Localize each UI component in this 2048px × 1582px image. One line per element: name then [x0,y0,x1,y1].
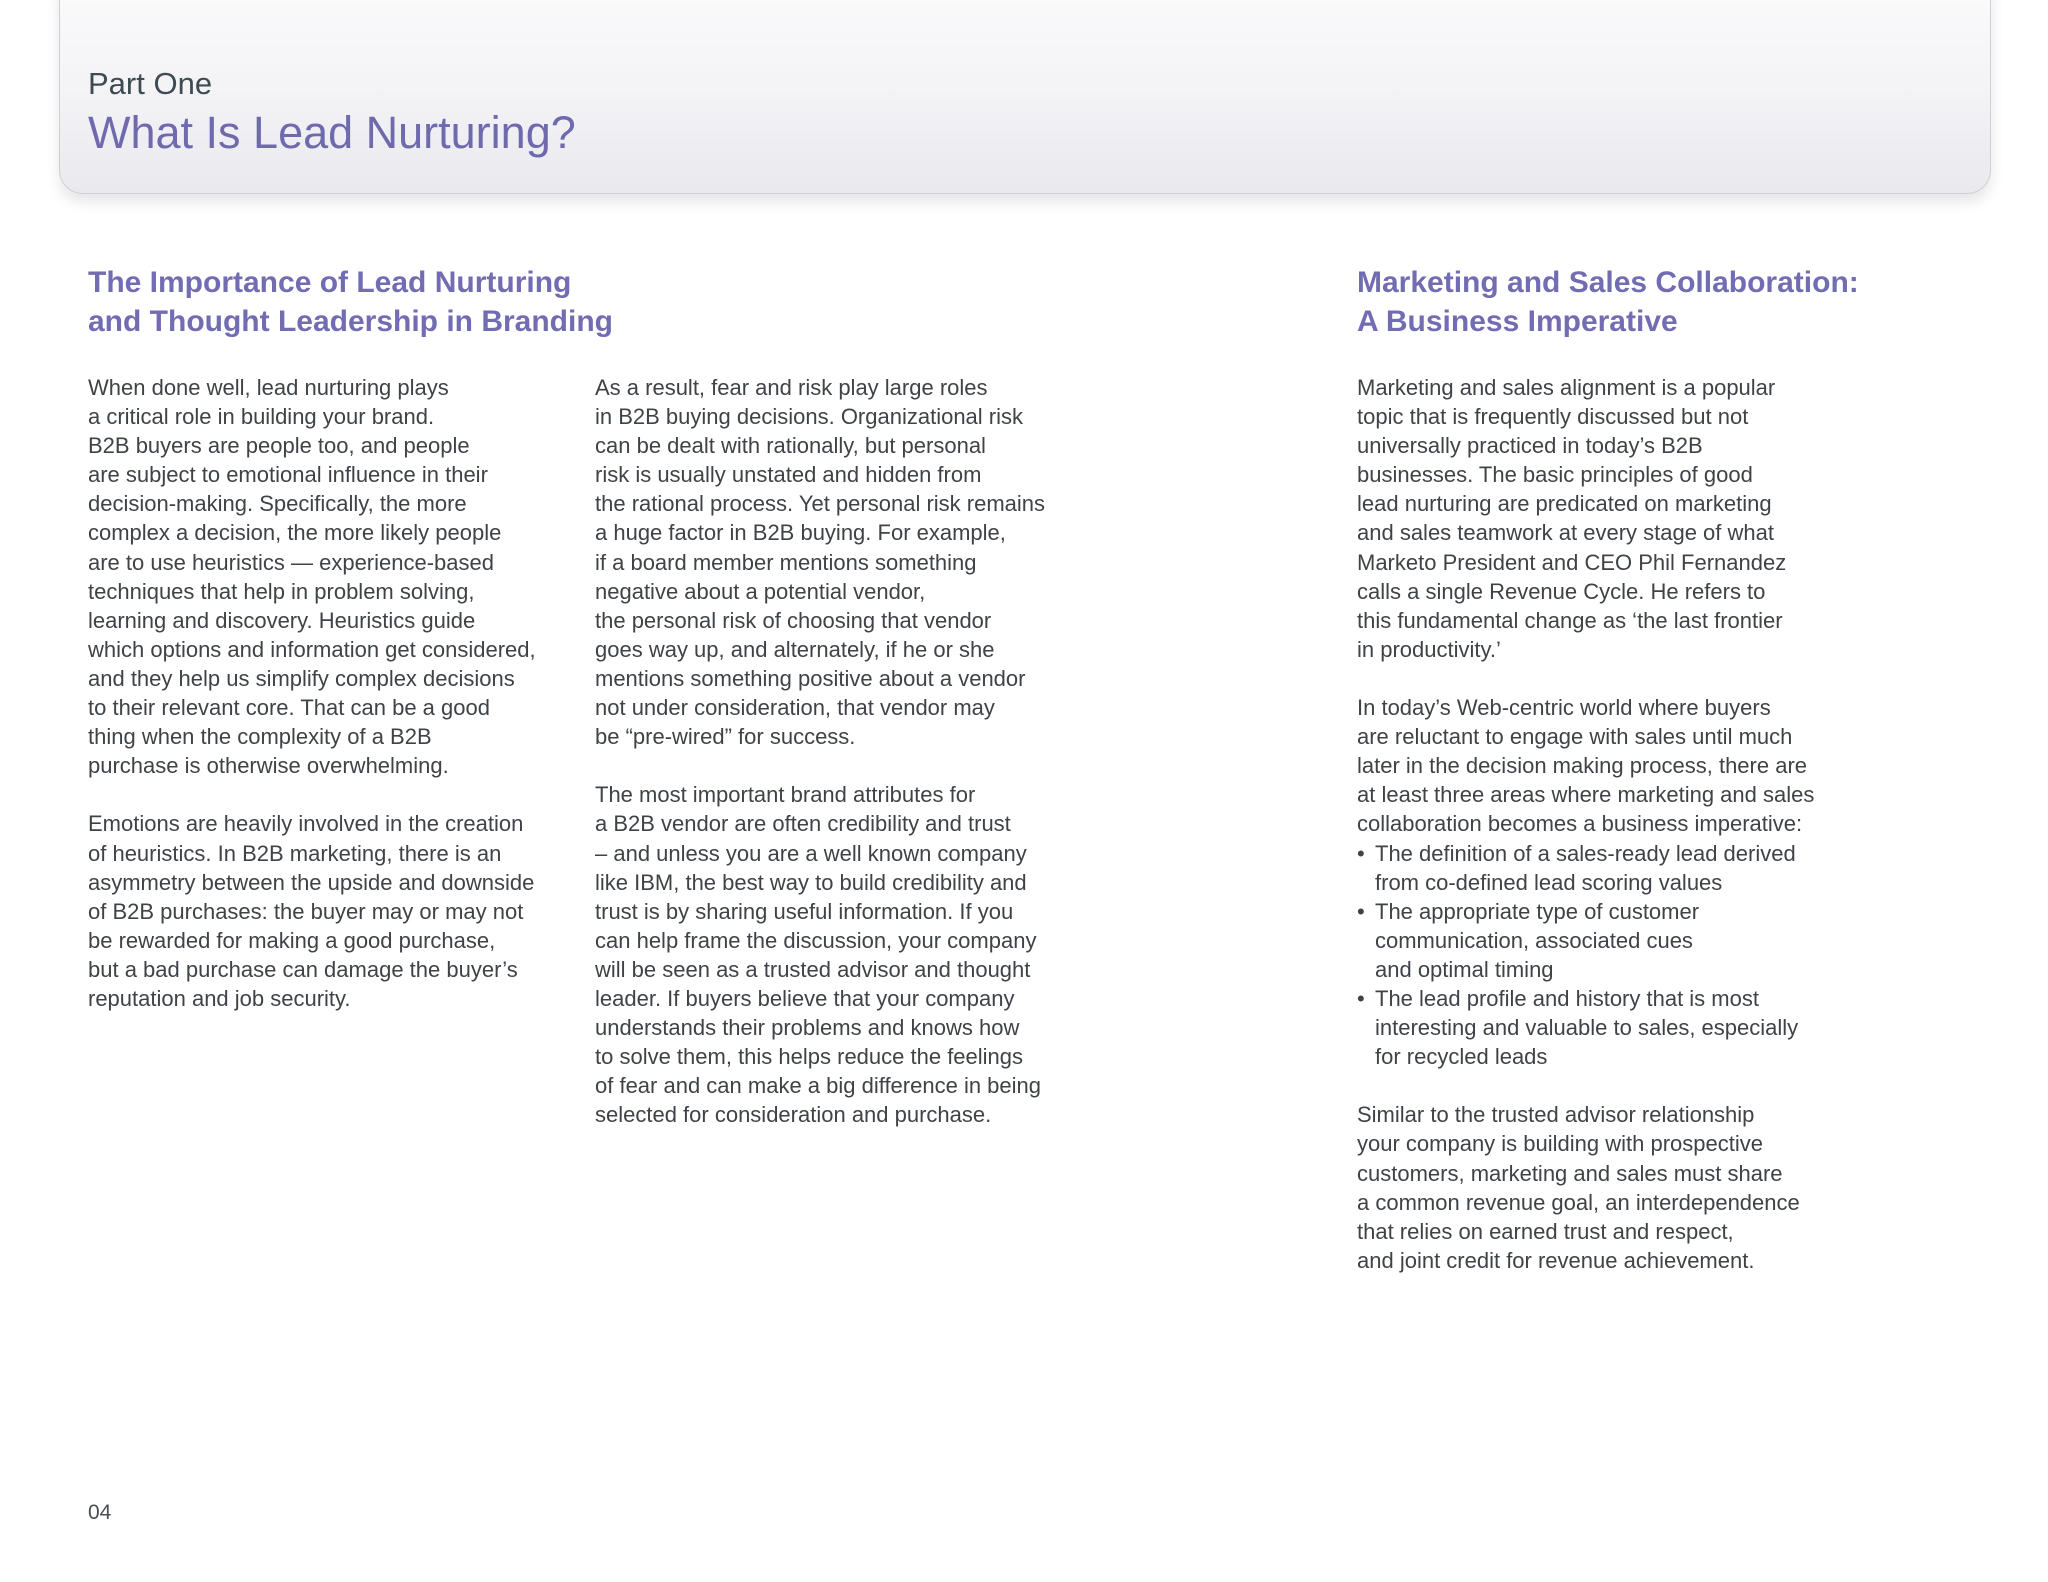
paragraph [1357,1100,1814,1275]
text-line: Marketo President and CEO Phil Fernandez [1357,549,1787,575]
text-line: to their relevant core. That can be a good [88,695,490,721]
paragraph [595,780,1045,1129]
text-line: in productivity.’ [1357,636,1501,662]
text-line: techniques that help in problem solving, [88,578,475,604]
text-line: B2B buyers are people too, and people [88,433,470,459]
text-line: your company is building with prospective [1357,1131,1763,1157]
text-line: and optimal timing [1375,956,1554,982]
bullet-item: • The lead profile and history that is most [1357,984,1814,1013]
text-line: in B2B buying decisions. Organizational risk [595,404,1024,430]
text-line: but a bad purchase can damage the buyer’s [88,956,518,982]
text-line: at least three areas where marketing and sales [1357,782,1815,808]
text-line: Marketing and sales alignment is a popular [1357,375,1776,400]
text-line: thing when the complexity of a B2B [88,724,432,750]
text-line: be rewarded for making a good purchase, [88,927,496,953]
text-line: if a board member mentions something [595,549,977,575]
text-line: be “pre-wired” for success. [595,724,856,750]
text-line: not under consideration, that vendor may [595,695,995,721]
left-heading-line-2: and Thought Leadership in Branding [88,305,613,338]
bullet-icon: • [1357,898,1365,924]
header-band [59,0,1991,194]
text-line: customers, marketing and sales must share [1357,1160,1783,1186]
text-line: As a result, fear and risk play large roles [595,375,988,400]
text-line: topic that is frequently discussed but not [1357,404,1749,430]
bullet-icon: • [1357,985,1365,1011]
text-line: a critical role in building your brand. [88,404,435,430]
right-body-column [1357,373,1814,1275]
left-body-column-2 [595,373,1045,1129]
text-line: negative about a potential vendor, [595,578,926,604]
text-line: goes way up, and alternately, if he or she [595,636,995,662]
text-line: asymmetry between the upside and downside [88,869,535,895]
text-line: for recycled leads [1375,1044,1548,1070]
text-line: of heuristics. In B2B marketing, there is an [88,840,502,866]
text-line: trust is by sharing useful information. If you [595,898,1014,924]
text-line: are reluctant to engage with sales until much [1357,724,1793,750]
text-line: will be seen as a trusted advisor and thought [595,956,1031,982]
text-line: communication, associated cues [1375,927,1693,953]
text-line: reputation and job security. [88,985,351,1011]
text-line: this fundamental change as ‘the last frontier [1357,607,1783,633]
text-line: to solve them, this helps reduce the feelings [595,1044,1024,1070]
text-line: the rational process. Yet personal risk remains [595,491,1046,517]
paragraph [88,809,536,1013]
text-line: lead nurturing are predicated on marketing [1357,491,1772,517]
text-line: of fear and can make a big difference in being [595,1073,1042,1099]
text-line: learning and discovery. Heuristics guide [88,607,476,633]
text-line: a huge factor in B2B buying. For example, [595,520,1006,546]
text-line: are subject to emotional influence in their [88,462,488,488]
left-heading-line-1: The Importance of Lead Nurturing [88,266,572,299]
bullet-icon: • [1357,840,1365,866]
text-line: from co-defined lead scoring values [1375,869,1723,895]
text-line: Emotions are heavily involved in the creation [88,811,524,837]
text-line: can help frame the discussion, your company [595,927,1037,953]
text-line: later in the decision making process, there are [1357,753,1808,779]
page-number: 04 [88,1501,112,1524]
text-line: which options and information get considered, [88,636,536,662]
paragraph [1357,373,1814,664]
paragraph [88,373,536,780]
text-line: selected for consideration and purchase. [595,1102,992,1128]
paragraph [595,373,1045,751]
text-line: purchase is otherwise overwhelming. [88,753,449,779]
left-body-column-1 [88,373,536,1013]
text-line: of B2B purchases: the buyer may or may not [88,898,524,924]
text-line: and sales teamwork at every stage of what [1357,520,1774,546]
right-heading-line-1: Marketing and Sales Collaboration: [1357,266,1859,299]
text-line: the personal risk of choosing that vendor [595,607,992,633]
page-title: What Is Lead Nurturing? [88,107,576,158]
bullet-item: • The appropriate type of customer [1357,897,1814,926]
text-line: decision-making. Specifically, the more [88,491,467,517]
text-line: calls a single Revenue Cycle. He refers to [1357,578,1766,604]
part-label: Part One [88,66,213,101]
text-line: a B2B vendor are often credibility and trust [595,811,1011,837]
text-line: can be dealt with rationally, but personal [595,433,986,459]
right-section-heading [1357,263,1859,341]
text-line: risk is usually unstated and hidden from [595,462,982,488]
text-line: that relies on earned trust and respect, [1357,1218,1734,1244]
text-line: mentions something positive about a vendor [595,665,1026,691]
text-line: interesting and valuable to sales, especially [1375,1015,1799,1041]
text-line: Similar to the trusted advisor relationship [1357,1102,1755,1128]
text-line: like IBM, the best way to build credibility and [595,869,1027,895]
text-line: and they help us simplify complex decisions [88,665,515,691]
text-line: leader. If buyers believe that your company [595,985,1015,1011]
text-line: In today’s Web-centric world where buyers [1357,695,1771,721]
text-line: universally practiced in today’s B2B [1357,433,1703,459]
bullet-item: • The definition of a sales-ready lead derived [1357,839,1814,868]
right-heading-line-2: A Business Imperative [1357,305,1678,338]
text-line: The most important brand attributes for [595,782,976,808]
text-line: complex a decision, the more likely people [88,520,502,546]
text-line: collaboration becomes a business imperative: [1357,811,1803,837]
text-line: a common revenue goal, an interdependence [1357,1189,1800,1215]
text-line: businesses. The basic principles of good [1357,462,1753,488]
text-line: understands their problems and knows how [595,1015,1020,1041]
text-line: and joint credit for revenue achievement. [1357,1247,1755,1273]
text-line: – and unless you are a well known company [595,840,1027,866]
text-line: When done well, lead nurturing plays [88,375,449,400]
text-line: are to use heuristics — experience-based [88,549,494,575]
left-section-heading [88,263,613,341]
paragraph [1357,693,1814,1071]
